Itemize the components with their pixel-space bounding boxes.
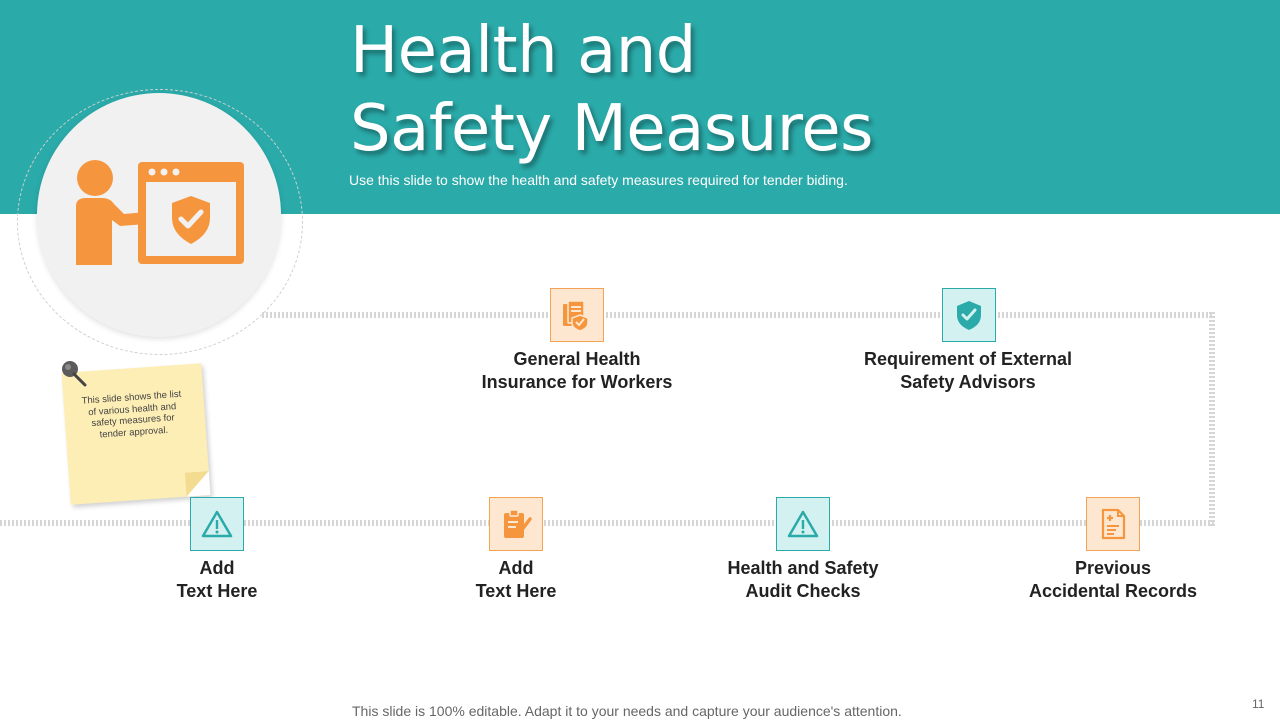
- measure-label-line-2: Accidental Records: [1028, 581, 1198, 601]
- measure-label-line-2: Insurance for Workers: [481, 372, 673, 392]
- sticky-note-text: This slide shows the list of various health and safety measures for tender approval.: [81, 388, 182, 441]
- measure-icon-box-add-1: [190, 497, 244, 551]
- page-number: 11: [1252, 697, 1265, 711]
- measure-label-line-2: Text Here: [176, 581, 258, 601]
- measure-label-add-1: [97, 557, 337, 603]
- measure-label-line-1: Previous: [1074, 558, 1152, 578]
- title-line-2: Safety Measures: [350, 92, 873, 166]
- measure-icon-box-audit: [776, 497, 830, 551]
- measure-label-line-2: Audit Checks: [745, 581, 861, 601]
- measure-icon-box-records: [1086, 497, 1140, 551]
- footer-note: This slide is 100% editable. Adapt it to your needs and capture your audience's attention.: [352, 703, 902, 719]
- shield-check-icon: [952, 298, 986, 332]
- measure-label-line-2: Safety Advisors: [900, 372, 1036, 392]
- measure-label-line-1: Add: [498, 558, 534, 578]
- warning-triangle-icon: [200, 507, 234, 541]
- insurance-documents-icon: [560, 298, 594, 332]
- measure-icon-box-advisors: [942, 288, 996, 342]
- measure-label-add-2: [396, 557, 636, 603]
- bottom-dotted-connector: [0, 520, 1214, 526]
- measure-label-records: [993, 557, 1233, 603]
- measure-icon-box-add-2: [489, 497, 543, 551]
- measure-label-insurance: [457, 348, 697, 394]
- measure-icon-box-insurance: [550, 288, 604, 342]
- presenter-with-shield-screen-icon: [72, 158, 248, 268]
- measure-label-line-2: Text Here: [475, 581, 557, 601]
- measure-label-line-1: Add: [199, 558, 235, 578]
- measure-label-line-1: Requirement of External: [863, 349, 1073, 369]
- push-pin-icon: [58, 358, 90, 390]
- warning-triangle-icon: [786, 507, 820, 541]
- clipboard-pen-icon: [499, 507, 533, 541]
- medical-record-icon: [1096, 507, 1130, 541]
- measure-label-advisors: [848, 348, 1088, 394]
- right-dotted-connector: [1209, 312, 1215, 526]
- title-line-1: Health and: [350, 14, 696, 88]
- page-title: [350, 12, 873, 168]
- measure-label-line-1: General Health: [513, 349, 641, 369]
- sticky-note-curl: [185, 471, 211, 497]
- measure-label-audit: [683, 557, 923, 603]
- measure-label-line-1: Health and Safety: [727, 558, 879, 578]
- page-subtitle: Use this slide to show the health and safety measures required for tender biding.: [349, 172, 848, 188]
- top-dotted-connector: [262, 312, 1214, 318]
